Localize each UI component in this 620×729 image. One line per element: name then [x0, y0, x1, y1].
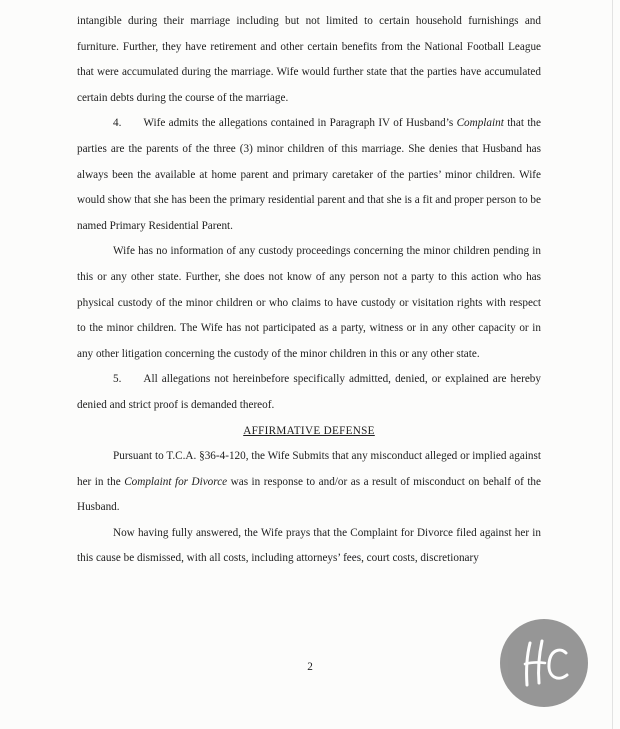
paragraph-number: 5.: [113, 373, 122, 386]
paragraph-4: [77, 111, 541, 239]
paragraph-text: that the parties are the parents of the three (3) minor children of this marriage. She denies that Husband has always been the available at home parent and primary caretaker of the parties’ minor children. Wife would show that she has been the primary residential parent and that she is a fit and proper person to be named Primary Residential Parent.: [77, 117, 541, 232]
paragraph-text: All allegations not hereinbefore specifically admitted, denied, or explained are hereby denied and strict proof is demanded thereof.: [77, 373, 541, 411]
paragraph-text: Wife admits the allegations contained in Paragraph IV of Husband’s: [143, 117, 457, 130]
page-edge: [612, 0, 613, 729]
monogram-icon: [500, 619, 588, 707]
watermark-logo: [500, 619, 588, 707]
page-number: 2: [307, 661, 313, 673]
paragraph-number: 4.: [113, 117, 122, 130]
paragraph-5: [77, 367, 541, 418]
paragraph-assets: intangible during their marriage including but not limited to certain household furnishings and furniture. Further, they have retirement and other certain benefits from the National Football League that were accumulated during the marriage. Wife would further state that the parties have accumulated certain debts during the course of the marriage.: [77, 15, 541, 104]
emphasis-text: Complaint for Divorce: [124, 475, 228, 488]
section-heading: AFFIRMATIVE DEFENSE: [243, 424, 375, 437]
paragraph-prayer: Now having fully answered, the Wife prays that the Complaint for Divorce filed against her in this cause be dismissed, with all costs, including attorneys’ fees, court costs, discretionary: [77, 526, 541, 565]
document-body: [77, 9, 541, 572]
paragraph-text: Pursuant to T.C.A. §36-4-120, the Wife Submits that any misconduct alleged or implied against her in the: [77, 450, 541, 488]
paragraph-custody: Wife has no information of any custody proceedings concerning the minor children pending in this or any other state. Further, she does not know of any person not a party to this action who has physical custody of the minor children or who claims to have custody or visitation rights with respect to the minor children. The Wife has not participated as a party, witness or in any other capacity or in any other litigation concerning the custody of the minor children in this or any other state.: [77, 245, 541, 360]
emphasis-text: Complaint: [456, 117, 504, 130]
paragraph-defense: [77, 444, 541, 521]
paragraph-text: was in response to and/or as a result of misconduct on behalf of the Husband.: [77, 475, 541, 514]
